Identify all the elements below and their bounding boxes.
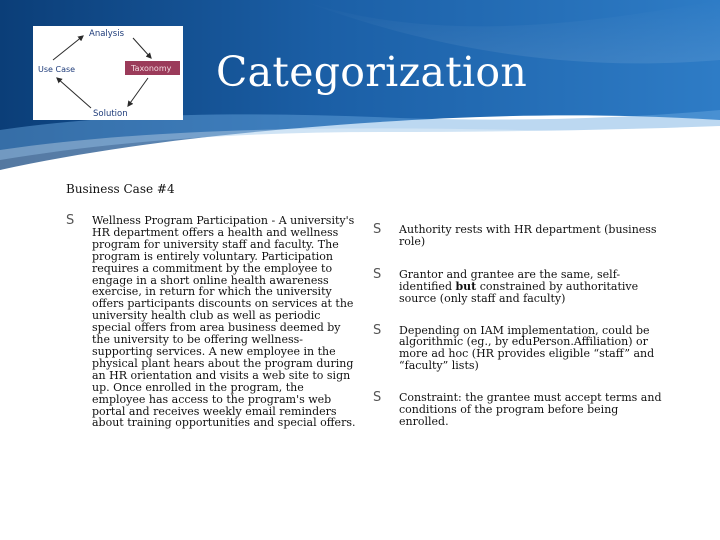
grantor-text-bold: but [455, 279, 477, 293]
arrow-taxonomy-to-solution [128, 78, 148, 106]
arrow-usecase-to-analysis [53, 36, 83, 60]
left-bullet-list [66, 215, 356, 429]
slide-title: Categorization [216, 48, 528, 96]
arrow-analysis-to-taxonomy [133, 38, 151, 58]
diagram-label-use-case: Use Case [38, 65, 76, 74]
arrow-solution-to-usecase [57, 78, 91, 108]
diagram-label-analysis: Analysis [89, 29, 125, 39]
grantor-text-post: constrained by authoritative source (only staff and faculty) [399, 279, 639, 305]
list-item [373, 266, 665, 305]
iam-implementation-text: Depending on IAM implementation, could be algorithmic (eg., by eduPerson.Affiliation) or more ad hoc (HR provides eligible “staff” and “faculty” lists) [399, 323, 655, 373]
bullet-icon: S [373, 222, 382, 237]
bullet-icon: S [373, 390, 382, 406]
constraint-text: Constraint: the grantee must accept terms and conditions of the program before being enrolled. [399, 391, 662, 428]
diagram-label-taxonomy: Taxonomy [131, 64, 172, 73]
list-item [373, 224, 665, 248]
list-item [373, 322, 665, 373]
right-bullet-list [373, 224, 665, 428]
bullet-icon: S [373, 266, 382, 282]
list-item [373, 392, 665, 428]
bullet-icon: S [373, 322, 382, 338]
authority-text: Authority rests with HR department (business role) [399, 223, 657, 248]
analysis-cycle-diagram [33, 26, 183, 120]
business-case-label: Business Case #4 [66, 182, 175, 196]
diagram-label-solution: Solution [93, 109, 128, 119]
wellness-program-description: Wellness Program Participation - A university's HR department offers a health and wellness program for university staff and faculty. The program is entirely voluntary. Participation requires a commitment by the employee to engage in a short online health awareness exercise, in return for which the university offers participants discounts on services at the university health club as well as periodic special offers from area business deemed by the university to be offering wellness-supporting services. A new employee in the physical plant hears about the program during an HR orientation and visits a web site to sign up. Once enrolled in the program, the employee has access to the program's web portal and receives weekly email reminders about training opportunities and special offers. [92, 214, 356, 430]
grantor-text-pre: Grantor and grantee are the same, self-identified [399, 267, 621, 293]
bullet-icon: S [66, 213, 75, 228]
list-item [66, 215, 356, 429]
